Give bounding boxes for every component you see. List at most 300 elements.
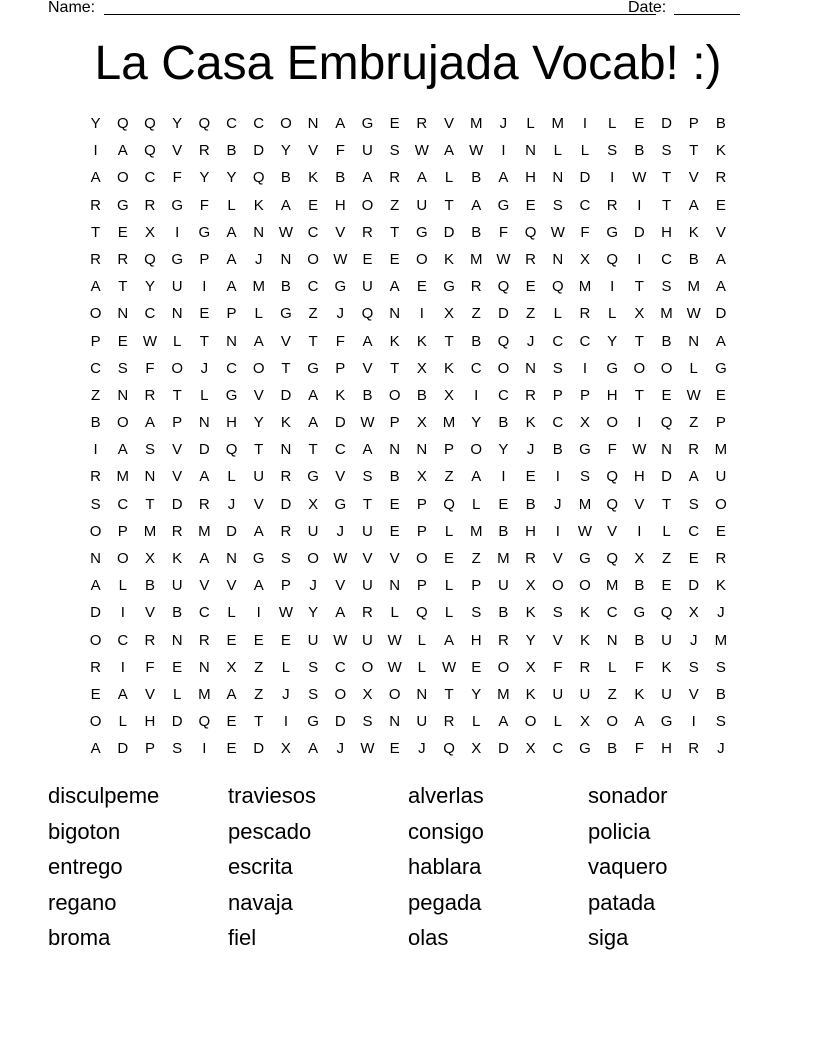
grid-letter: A <box>389 278 400 296</box>
grid-letter: C <box>334 441 346 459</box>
grid-letter: N <box>171 305 183 323</box>
grid-letter: A <box>308 740 319 758</box>
grid-letter: I <box>582 359 588 377</box>
grid-letter: G <box>579 740 591 758</box>
grid-letter: M <box>252 278 265 296</box>
grid-letter: L <box>444 604 454 622</box>
grid-letter: A <box>253 522 264 540</box>
grid-letter: L <box>390 604 399 622</box>
grid-letter: N <box>688 332 700 350</box>
grid-letter: C <box>253 115 265 132</box>
grid-letter: W <box>632 169 647 187</box>
grid-letter: R <box>715 169 727 187</box>
grid-letter: O <box>606 414 618 432</box>
grid-letter: X <box>471 740 482 758</box>
grid-letter: Y <box>308 604 319 622</box>
grid-letter: A <box>144 414 155 432</box>
grid-letter: R <box>90 468 102 486</box>
grid-letter: N <box>198 658 210 676</box>
grid-letter: L <box>553 142 562 160</box>
grid-letter: B <box>634 577 645 595</box>
grid-letter: D <box>661 468 672 486</box>
grid-letter: U <box>362 522 373 540</box>
grid-letter: M <box>469 250 483 268</box>
grid-letter: V <box>172 468 183 486</box>
grid-letter: X <box>525 658 536 676</box>
word-column <box>588 778 768 956</box>
grid-letter: N <box>525 359 537 377</box>
grid-letter: F <box>498 223 508 241</box>
grid-row <box>82 273 735 300</box>
name-label: Name: <box>48 0 96 16</box>
grid-letter: V <box>715 223 726 241</box>
grid-letter: U <box>362 278 373 296</box>
grid-letter: W <box>360 740 375 758</box>
grid-letter: T <box>91 223 101 241</box>
grid-letter: E <box>525 278 536 296</box>
grid-letter: O <box>361 658 374 676</box>
grid-letter: X <box>579 713 590 731</box>
grid-letter: Y <box>172 115 183 132</box>
grid-letter: S <box>579 468 590 486</box>
grid-letter: R <box>280 522 292 540</box>
grid-letter: E <box>389 115 400 132</box>
grid-letter: J <box>336 522 345 540</box>
grid-letter: N <box>389 305 401 323</box>
grid-letter: B <box>416 386 427 404</box>
grid-letter: O <box>660 359 673 377</box>
grid-letter: O <box>497 359 510 377</box>
grid-letter: L <box>172 332 182 350</box>
grid-letter: A <box>226 223 237 241</box>
grid-letter: X <box>362 685 373 703</box>
grid-letter: N <box>389 713 401 731</box>
grid-letter: I <box>610 278 615 296</box>
grid-letter: G <box>307 713 319 731</box>
grid-letter: C <box>552 332 564 350</box>
grid-letter: I <box>202 740 207 758</box>
grid-letter: R <box>579 658 591 676</box>
grid-row <box>82 681 735 708</box>
grid-letter: P <box>444 441 455 459</box>
grid-letter: K <box>525 685 536 703</box>
grid-letter: L <box>254 305 263 323</box>
grid-letter: U <box>171 577 183 595</box>
grid-letter: N <box>226 550 237 567</box>
grid-letter: G <box>225 386 238 404</box>
grid-letter: R <box>198 631 210 649</box>
grid-letter: E <box>172 658 183 676</box>
grid-letter: S <box>552 604 563 622</box>
grid-letter: K <box>661 658 672 676</box>
grid-letter: V <box>172 441 183 459</box>
grid-letter: V <box>199 577 210 595</box>
vocab-word: escrita <box>228 854 293 879</box>
grid-letter: S <box>280 550 291 567</box>
grid-letter: Q <box>144 250 156 268</box>
grid-letter: D <box>715 305 727 323</box>
grid-letter: G <box>361 115 374 132</box>
grid-letter: O <box>524 713 537 731</box>
grid-letter: Q <box>361 305 374 323</box>
grid-letter: O <box>307 250 319 268</box>
grid-letter: D <box>117 740 129 758</box>
grid-letter: U <box>253 468 265 486</box>
grid-letter: N <box>552 250 564 268</box>
grid-letter: A <box>362 332 373 350</box>
grid-letter: Q <box>551 278 564 296</box>
grid-row <box>82 436 735 463</box>
grid-letter: O <box>89 305 102 323</box>
grid-letter: I <box>419 305 424 323</box>
grid-letter: C <box>661 250 672 268</box>
grid-letter: A <box>90 169 101 187</box>
grid-letter: K <box>335 386 346 404</box>
grid-letter: V <box>552 550 563 567</box>
grid-letter: D <box>90 604 102 622</box>
grid-letter: T <box>634 332 644 350</box>
name-field[interactable] <box>104 0 656 15</box>
grid-letter: Q <box>252 169 265 187</box>
grid-letter: E <box>661 386 672 404</box>
grid-row <box>82 654 735 681</box>
grid-letter: D <box>497 740 509 758</box>
grid-letter: G <box>198 223 211 241</box>
grid-row <box>82 735 735 762</box>
grid-letter: L <box>472 713 481 731</box>
grid-letter: G <box>497 196 510 214</box>
grid-letter: P <box>280 577 291 595</box>
grid-letter: X <box>579 414 590 432</box>
grid-letter: W <box>142 332 158 350</box>
vocab-word: traviesos <box>228 783 317 808</box>
grid-letter: F <box>172 169 182 187</box>
grid-letter: I <box>637 250 642 268</box>
grid-letter: X <box>525 740 536 758</box>
grid-letter: R <box>144 631 156 649</box>
grid-letter: G <box>660 713 673 731</box>
grid-letter: O <box>334 685 347 703</box>
grid-letter: Y <box>525 631 536 649</box>
grid-letter: V <box>335 577 346 595</box>
grid-letter: M <box>578 495 592 513</box>
grid-letter: R <box>144 196 156 214</box>
grid-letter: D <box>661 115 672 132</box>
grid-letter: B <box>661 332 672 350</box>
grid-letter: V <box>144 604 155 622</box>
grid-letter: B <box>634 142 645 160</box>
grid-letter: I <box>637 522 642 540</box>
grid-letter: O <box>388 685 401 703</box>
grid-letter: N <box>117 305 129 323</box>
grid-letter: Y <box>226 169 237 187</box>
grid-letter: A <box>444 142 455 160</box>
grid-letter: H <box>661 740 672 758</box>
grid-letter: H <box>144 713 156 731</box>
grid-letter: Z <box>254 658 264 676</box>
grid-letter: O <box>116 414 129 432</box>
grid-letter: W <box>414 142 429 160</box>
grid-letter: K <box>715 142 726 160</box>
grid-letter: N <box>117 386 129 404</box>
grid-letter: B <box>144 577 155 595</box>
grid-letter: U <box>661 685 672 703</box>
grid-letter: C <box>606 604 618 622</box>
grid-letter: D <box>171 495 183 513</box>
grid-letter: O <box>116 169 129 187</box>
grid-letter: E <box>226 713 237 731</box>
grid-letter: L <box>227 468 236 486</box>
grid-letter: B <box>471 169 482 187</box>
vocab-word: bigoton <box>48 818 121 844</box>
grid-letter: A <box>253 577 264 595</box>
grid-letter: K <box>525 414 536 432</box>
grid-letter: R <box>90 196 102 214</box>
grid-letter: W <box>441 658 457 676</box>
grid-letter: T <box>308 332 318 350</box>
grid-letter: A <box>226 250 237 268</box>
grid-letter: V <box>688 685 699 703</box>
grid-letter: E <box>389 740 400 758</box>
grid-letter: U <box>307 631 319 649</box>
grid-letter: T <box>444 332 454 350</box>
grid-letter: T <box>362 495 373 513</box>
grid-letter: R <box>416 115 428 132</box>
grid-row <box>82 137 735 164</box>
grid-letter: Z <box>526 305 536 323</box>
grid-letter: V <box>552 631 563 649</box>
grid-letter: V <box>607 522 618 540</box>
grid-letter: U <box>362 577 373 595</box>
grid-letter: N <box>253 223 265 241</box>
grid-letter: D <box>497 305 509 323</box>
grid-letter: C <box>497 386 509 404</box>
grid-letter: B <box>471 223 482 241</box>
grid-letter: S <box>552 359 563 377</box>
grid-letter: Z <box>444 468 454 486</box>
grid-letter: X <box>280 740 291 758</box>
grid-letter: E <box>117 332 128 350</box>
grid-letter: Y <box>199 169 210 187</box>
grid-letter: B <box>90 414 101 432</box>
vocab-word: pegada <box>408 889 482 915</box>
grid-letter: W <box>278 223 293 241</box>
grid-letter: K <box>308 169 319 187</box>
grid-letter: N <box>552 169 564 187</box>
grid-letter: Z <box>607 685 617 703</box>
grid-letter: C <box>144 305 156 323</box>
grid-letter: C <box>307 223 319 241</box>
grid-letter: I <box>637 414 642 432</box>
grid-letter: N <box>307 115 319 132</box>
grid-letter: B <box>335 169 346 187</box>
grid-letter: A <box>688 196 699 214</box>
vocab-word: entrego <box>48 854 123 879</box>
grid-letter: K <box>444 250 455 268</box>
grid-letter: L <box>281 658 291 676</box>
grid-letter: L <box>662 522 671 540</box>
grid-letter: A <box>117 685 128 703</box>
grid-letter: A <box>199 550 210 567</box>
grid-letter: J <box>254 250 263 268</box>
grid-letter: S <box>144 441 155 459</box>
grid-letter: J <box>418 740 426 758</box>
grid-letter: B <box>280 278 291 296</box>
grid-letter: O <box>715 495 727 513</box>
grid-letter: Y <box>498 441 509 459</box>
grid-row <box>82 110 735 137</box>
grid-letter: X <box>579 250 590 268</box>
grid-letter: K <box>688 223 699 241</box>
grid-letter: W <box>686 305 701 323</box>
word-column <box>48 778 228 956</box>
date-field[interactable] <box>674 0 740 15</box>
grid-letter: Y <box>253 414 264 432</box>
vocab-word: policia <box>588 818 651 844</box>
grid-letter: Q <box>144 142 156 160</box>
grid-letter: C <box>226 115 237 132</box>
grid-letter: U <box>552 685 564 703</box>
grid-letter: X <box>226 658 237 676</box>
grid-row <box>82 328 735 355</box>
grid-letter: I <box>555 522 560 540</box>
grid-letter: C <box>688 522 700 540</box>
grid-letter: E <box>715 522 726 540</box>
grid-letter: I <box>610 169 615 187</box>
vocab-word: broma <box>48 925 111 950</box>
grid-letter: X <box>416 414 427 432</box>
grid-letter: N <box>416 441 428 459</box>
vocab-word: regano <box>48 889 117 915</box>
grid-letter: Z <box>471 305 481 323</box>
grid-letter: X <box>634 305 645 323</box>
grid-letter: E <box>389 522 400 540</box>
grid-letter: O <box>89 713 102 731</box>
grid-letter: S <box>715 713 726 731</box>
grid-letter: V <box>335 223 346 241</box>
grid-letter: G <box>280 305 292 323</box>
grid-letter: X <box>308 495 319 513</box>
grid-letter: H <box>633 468 645 486</box>
grid-letter: A <box>634 713 645 731</box>
grid-letter: M <box>714 631 728 649</box>
grid-letter: T <box>444 685 454 703</box>
grid-letter: B <box>471 332 482 350</box>
grid-letter: E <box>525 196 536 214</box>
grid-letter: A <box>90 278 101 296</box>
grid-letter: H <box>226 414 237 432</box>
grid-letter: T <box>634 386 644 404</box>
grid-letter: U <box>661 631 672 649</box>
grid-letter: T <box>634 278 644 296</box>
grid-letter: I <box>474 386 479 404</box>
grid-letter: R <box>525 386 537 404</box>
grid-letter: X <box>688 604 699 622</box>
grid-letter: V <box>634 495 645 513</box>
grid-letter: E <box>308 196 319 214</box>
grid-letter: B <box>362 386 373 404</box>
grid-letter: G <box>715 359 727 377</box>
grid-letter: S <box>715 658 726 676</box>
grid-letter: W <box>496 250 511 268</box>
grid-letter: T <box>308 441 318 459</box>
grid-letter: J <box>499 115 508 132</box>
word-column <box>228 778 408 956</box>
grid-letter: Q <box>497 278 510 296</box>
grid-letter: P <box>389 414 400 432</box>
grid-letter: K <box>444 359 455 377</box>
grid-letter: C <box>470 359 482 377</box>
grid-letter: X <box>144 223 155 241</box>
grid-letter: R <box>198 142 210 160</box>
vocab-word: fiel <box>228 925 257 950</box>
grid-letter: G <box>171 196 183 214</box>
grid-letter: G <box>579 441 591 459</box>
grid-letter: R <box>443 713 455 731</box>
grid-letter: H <box>525 169 537 187</box>
grid-letter: Z <box>254 685 264 703</box>
grid-letter: Q <box>660 414 673 432</box>
grid-letter: Z <box>689 414 699 432</box>
grid-letter: B <box>715 685 726 703</box>
grid-letter: C <box>226 359 237 377</box>
grid-letter: N <box>661 441 672 459</box>
vocab-word: disculpeme <box>48 783 160 808</box>
grid-letter: C <box>552 740 564 758</box>
grid-letter: N <box>389 577 401 595</box>
grid-letter: R <box>688 441 700 459</box>
vocab-word: pescado <box>228 818 312 844</box>
grid-letter: T <box>172 386 182 404</box>
grid-letter: Y <box>90 115 101 132</box>
grid-letter: H <box>470 631 482 649</box>
grid-letter: G <box>606 359 618 377</box>
grid-letter: A <box>90 577 101 595</box>
grid-letter: R <box>606 196 618 214</box>
grid-letter: V <box>362 359 373 377</box>
word-column <box>408 778 588 956</box>
grid-letter: E <box>688 550 699 567</box>
grid-letter: I <box>555 468 560 486</box>
vocab-word: sonador <box>588 783 668 808</box>
grid-letter: E <box>525 468 536 486</box>
grid-letter: Q <box>144 115 156 132</box>
grid-letter: M <box>605 577 619 595</box>
grid-letter: O <box>116 550 129 567</box>
grid-letter: A <box>253 332 264 350</box>
grid-letter: N <box>198 414 210 432</box>
grid-letter: G <box>579 550 591 567</box>
grid-letter: S <box>607 142 618 160</box>
grid-letter: D <box>280 495 292 513</box>
grid-letter: E <box>715 386 726 404</box>
grid-letter: Q <box>416 604 428 622</box>
grid-letter: V <box>362 550 373 567</box>
grid-row <box>82 491 735 518</box>
grid-letter: K <box>389 332 400 350</box>
grid-letter: A <box>226 685 237 703</box>
grid-letter: L <box>580 142 590 160</box>
grid-letter: C <box>307 278 319 296</box>
grid-letter: S <box>552 196 563 214</box>
word-list <box>48 778 768 956</box>
grid-letter: R <box>362 604 373 622</box>
grid-letter: N <box>389 441 401 459</box>
grid-letter: G <box>116 196 129 214</box>
grid-letter: U <box>171 278 183 296</box>
grid-letter: N <box>90 550 102 567</box>
grid-letter: I <box>582 115 588 132</box>
